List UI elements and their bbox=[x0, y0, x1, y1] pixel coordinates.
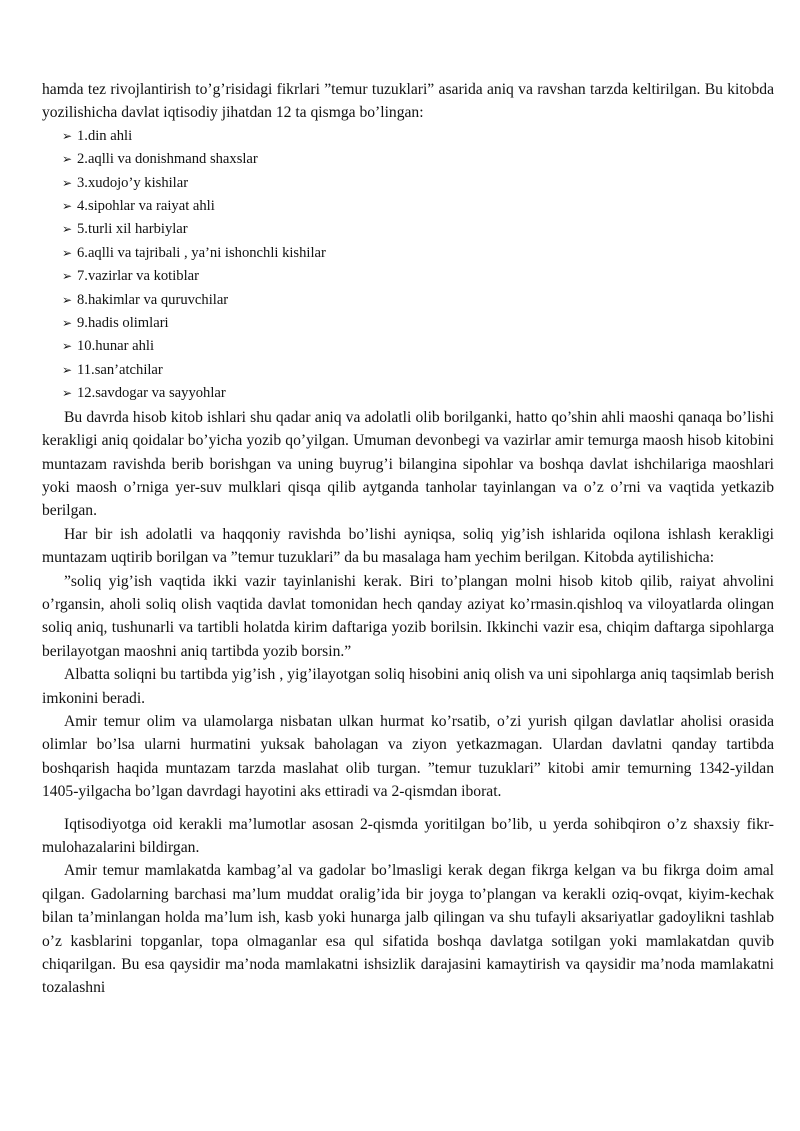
list-item bbox=[62, 265, 774, 288]
list-item-text: 8.hakimlar va quruvchilar bbox=[77, 291, 229, 308]
list-item-text: 2.aqlli va donishmand shaxslar bbox=[77, 151, 258, 168]
arrow-bullet-icon: ➢ bbox=[62, 362, 73, 377]
quote-paragraph: ”soliq yig’ish vaqtida ikki vazir tayinlanishi kerak. Biri to’plangan molni hisob kitob qilib, raiyat ahvolini o’rgansin, aholi soliq olish vaqtida davlat tomonidan hech qanday aziyat ko’rmasin.qishloq va viloyatlarda olingan soliq aniq, tushunarli va tartibli holatda kirim daftariga yozib borilsin. Ikkinchi vazir esa, chiqim daftarga sipohlarga berilayotgan maoshni aniq tartibda yozib borsin.” bbox=[42, 572, 774, 660]
list-item bbox=[62, 359, 774, 382]
body-paragraph: Bu davrda hisob kitob ishlari shu qadar aniq va adolatli olib borilganki, hatto qo’shin ahli maoshi qanaqa bo’lishi kerakligi aniq qoidalar bo’yicha yozib qo’yilgan. Umuman devonbegi va vazirlar amir temurga maosh hisob kitobini muntazam ravishda berib borishgan va uning buyrug’i bilangina sipohlar va boshqa davlat ishchilariga maoshlari yoki maosh o’rniga yer-suv mulklari qisqa qilib aytganda tanholar tayinlangan va o’z o’rni va vaqtida yetkazib berilgan. bbox=[42, 408, 774, 520]
list-item bbox=[62, 242, 774, 265]
list-item-text: 6.aqlli va tajribali , ya’ni ishonchli kishilar bbox=[77, 244, 326, 261]
intro-paragraph: hamda tez rivojlantirish to’g’risidagi fikrlari ”temur tuzuklari” asarida aniq va ravshan tarzda keltirilgan. Bu kitobda yozilishicha davlat iqtisodiy jihatdan 12 ta qismga bo’lingan: bbox=[42, 81, 774, 122]
list-item-text: 7.vazirlar va kotiblar bbox=[77, 268, 199, 285]
list-item bbox=[62, 172, 774, 195]
arrow-bullet-icon: ➢ bbox=[62, 292, 73, 307]
list-item-text: 12.savdogar va sayyohlar bbox=[77, 385, 226, 402]
list-item-text: 1.din ahli bbox=[77, 127, 133, 144]
list-item bbox=[62, 335, 774, 358]
list-item bbox=[62, 148, 774, 171]
category-list bbox=[42, 125, 774, 406]
arrow-bullet-icon: ➢ bbox=[62, 269, 73, 284]
list-item-text: 10.hunar ahli bbox=[77, 338, 155, 355]
list-item bbox=[62, 125, 774, 148]
arrow-bullet-icon: ➢ bbox=[62, 386, 73, 401]
list-item-text: 3.xudojo’y kishilar bbox=[77, 174, 189, 191]
list-item-text: 5.turli xil harbiylar bbox=[77, 221, 188, 238]
list-item bbox=[62, 195, 774, 218]
list-item bbox=[62, 289, 774, 312]
document-page bbox=[42, 78, 774, 1000]
list-item-text: 9.hadis olimlari bbox=[77, 315, 169, 332]
body-paragraph: Iqtisodiyotga oid kerakli ma’lumotlar asosan 2-qismda yoritilgan bo’lib, u yerda sohibqiron o’z shaxsiy fikr-mulohazalarini bildirgan. bbox=[42, 815, 774, 856]
arrow-bullet-icon: ➢ bbox=[62, 222, 73, 237]
arrow-bullet-icon: ➢ bbox=[62, 175, 73, 190]
list-item bbox=[62, 382, 774, 405]
list-item bbox=[62, 312, 774, 335]
body-paragraph: Amir temur mamlakatda kambag’al va gadolar bo’lmasligi kerak degan fikrga kelgan va bu fikrga doim amal qilgan. Gadolarning barchasi ma’lum muddat oralig’ida bir joyga to’plangan va kerakli oziq-ovqat, kiyim-kechak bilan ta’minlangan holda ma’lum ish, kasb yoki hunarga jalb qilingan va shu tufayli aksariyatlar gadoylikni tashlab o’z kasblarini topganlar, topa olmaganlar esa qul sifatida boshqa davlatga sotilgan yoki mamlakatdan quvib chiqarilgan. Bu esa qaysidir ma’noda mamlakatni ishsizlik darajasini kamaytirish va qaysidir ma’noda mamlakatni tozalashni bbox=[42, 862, 774, 997]
list-item-text: 11.san’atchilar bbox=[77, 361, 163, 378]
list-item bbox=[62, 218, 774, 241]
arrow-bullet-icon: ➢ bbox=[62, 199, 73, 214]
body-paragraph: Albatta soliqni bu tartibda yig’ish , yig’ilayotgan soliq hisobini aniq olish va uni sipohlarga aniq taqsimlab berish imkonini beradi. bbox=[42, 666, 774, 707]
body-paragraph: Har bir ish adolatli va haqqoniy ravishda bo’lishi ayniqsa, soliq yig’ish ishlarida oqilona ishlash kerakligi muntazam uqtirib borilgan va ”temur tuzuklari” da bu masalaga ham yechim berilgan. Kitobda aytilishicha: bbox=[42, 525, 774, 567]
list-item-text: 4.sipohlar va raiyat ahli bbox=[77, 198, 215, 215]
arrow-bullet-icon: ➢ bbox=[62, 339, 73, 354]
arrow-bullet-icon: ➢ bbox=[62, 152, 73, 167]
body-paragraph: Amir temur olim va ulamolarga nisbatan ulkan hurmat ko’rsatib, o’zi yurish qilgan davlatlar aholisi orasida olimlar bo’lsa ularni hurmatini yuksak baholagan va ziyon yetkazmagan. Ulardan davlatni qanday tartibda boshqarish haqida muntazam tarzda maslahat olib turgan. ”temur tuzuklari” kitobi amir temurning 1342-yildan 1405-yilgacha bo’lgan davrdagi hayotini aks ettiradi va 2-qismdan iborat. bbox=[42, 712, 774, 801]
arrow-bullet-icon: ➢ bbox=[62, 245, 73, 260]
arrow-bullet-icon: ➢ bbox=[62, 128, 73, 143]
arrow-bullet-icon: ➢ bbox=[62, 316, 73, 331]
